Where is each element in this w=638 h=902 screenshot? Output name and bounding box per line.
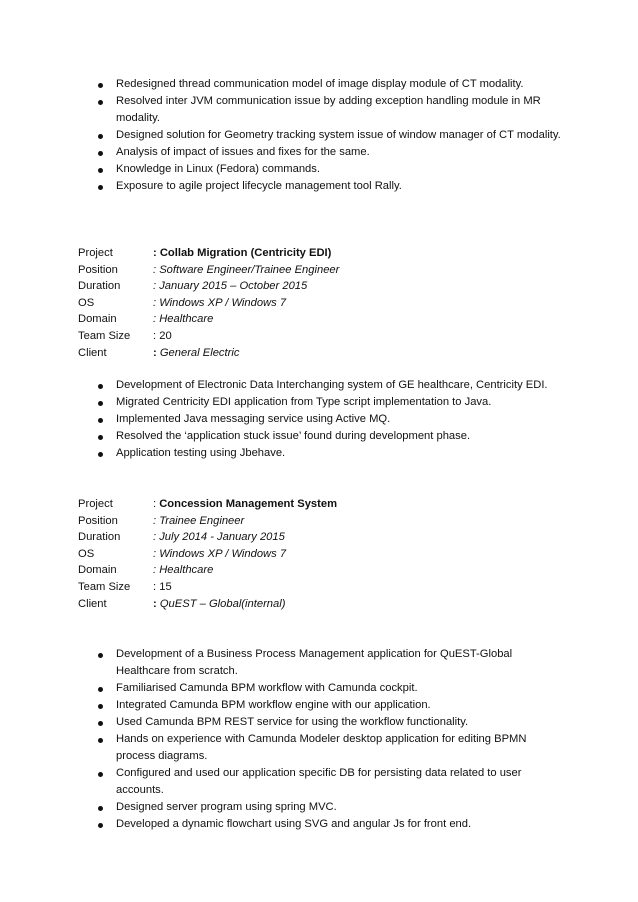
- domain-value: : Healthcare: [153, 313, 214, 326]
- bullet-icon: [98, 721, 103, 726]
- position-value: : Software Engineer/Trainee Engineer: [153, 263, 340, 276]
- list-item: Application testing using Jbehave.: [95, 445, 565, 462]
- list-item: Designed solution for Geometry tracking system issue of window manager of CT modality.: [95, 127, 565, 144]
- client-value: : General Electric: [153, 346, 240, 359]
- bullet-icon: [98, 83, 103, 88]
- info-row-os: OS : Windows XP / Windows 7: [78, 295, 548, 312]
- bullet-icon: [98, 185, 103, 190]
- bullet-icon: [98, 704, 103, 709]
- team-size-value: : 15: [153, 580, 172, 593]
- bullet-icon: [98, 168, 103, 173]
- bullet-icon: [98, 687, 103, 692]
- list-item: Exposure to agile project lifecycle management tool Rally.: [95, 178, 565, 195]
- bullet-icon: [98, 100, 103, 105]
- info-row-os: OS : Windows XP / Windows 7: [78, 546, 548, 563]
- list-item: Resolved inter JVM communication issue by adding exception handling module in MR modality.: [95, 93, 565, 127]
- experience-bullet-list: [95, 76, 565, 195]
- list-item: Designed server program using spring MVC.: [95, 799, 565, 816]
- position-value: : Trainee Engineer: [153, 514, 245, 527]
- duration-value: : July 2014 - January 2015: [153, 531, 285, 544]
- list-item: Resolved the ‘application stuck issue’ found during development phase.: [95, 428, 565, 445]
- team-size-value: : 20: [153, 329, 172, 342]
- project-name: : Collab Migration (Centricity EDI): [153, 247, 332, 259]
- bullet-icon: [98, 151, 103, 156]
- info-row-project: Project : Concession Management System: [78, 496, 548, 513]
- info-row-position: Position : Software Engineer/Trainee Engineer: [78, 262, 548, 279]
- list-item: Development of a Business Process Management application for QuEST-Global Healthcare from scratch.: [95, 646, 565, 680]
- info-row-duration: Duration : January 2015 – October 2015: [78, 278, 548, 295]
- bullet-icon: [98, 452, 103, 457]
- bullet-icon: [98, 806, 103, 811]
- bullet-icon: [98, 401, 103, 406]
- list-item: Used Camunda BPM REST service for using the workflow functionality.: [95, 714, 565, 731]
- info-row-domain: Domain : Healthcare: [78, 562, 548, 579]
- list-item: Analysis of impact of issues and fixes for the same.: [95, 144, 565, 161]
- project-info-concession-management: [78, 496, 548, 612]
- bullet-icon: [98, 435, 103, 440]
- project-name: : Concession Management System: [153, 498, 338, 510]
- list-item: Developed a dynamic flowchart using SVG and angular Js for front end.: [95, 816, 565, 833]
- bullet-icon: [98, 738, 103, 743]
- list-item: Hands on experience with Camunda Modeler desktop application for editing BPMN process diagrams.: [95, 731, 565, 765]
- list-item: Configured and used our application specific DB for persisting data related to user accounts.: [95, 765, 565, 799]
- bullet-icon: [98, 134, 103, 139]
- duration-value: : January 2015 – October 2015: [153, 280, 308, 293]
- bullet-icon: [98, 418, 103, 423]
- info-row-position: Position : Trainee Engineer: [78, 513, 548, 530]
- project1-bullet-list: [95, 377, 565, 462]
- list-item: Redesigned thread communication model of image display module of CT modality.: [95, 76, 565, 93]
- info-row-client: Client : General Electric: [78, 345, 548, 362]
- info-row-duration: Duration : July 2014 - January 2015: [78, 529, 548, 546]
- os-value: : Windows XP / Windows 7: [153, 296, 287, 309]
- info-row-client: Client : QuEST – Global(internal): [78, 596, 548, 613]
- project-info-collab-migration: [78, 245, 548, 361]
- bullet-icon: [98, 384, 103, 389]
- info-row-team-size: Team Size : 20: [78, 328, 548, 345]
- list-item: Implemented Java messaging service using Active MQ.: [95, 411, 565, 428]
- project2-bullet-list: [95, 646, 565, 833]
- info-row-project: Project : Collab Migration (Centricity EDI): [78, 245, 548, 262]
- list-item: Integrated Camunda BPM workflow engine with our application.: [95, 697, 565, 714]
- list-item: Knowledge in Linux (Fedora) commands.: [95, 161, 565, 178]
- domain-value: : Healthcare: [153, 564, 214, 577]
- list-item: Migrated Centricity EDI application from Type script implementation to Java.: [95, 394, 565, 411]
- list-item: Familiarised Camunda BPM workflow with Camunda cockpit.: [95, 680, 565, 697]
- bullet-icon: [98, 653, 103, 658]
- info-row-team-size: Team Size : 15: [78, 579, 548, 596]
- list-item: Development of Electronic Data Interchanging system of GE healthcare, Centricity EDI.: [95, 377, 565, 394]
- client-value: : QuEST – Global(internal): [153, 597, 286, 610]
- os-value: : Windows XP / Windows 7: [153, 547, 287, 560]
- bullet-icon: [98, 823, 103, 828]
- bullet-icon: [98, 772, 103, 777]
- info-row-domain: Domain : Healthcare: [78, 311, 548, 328]
